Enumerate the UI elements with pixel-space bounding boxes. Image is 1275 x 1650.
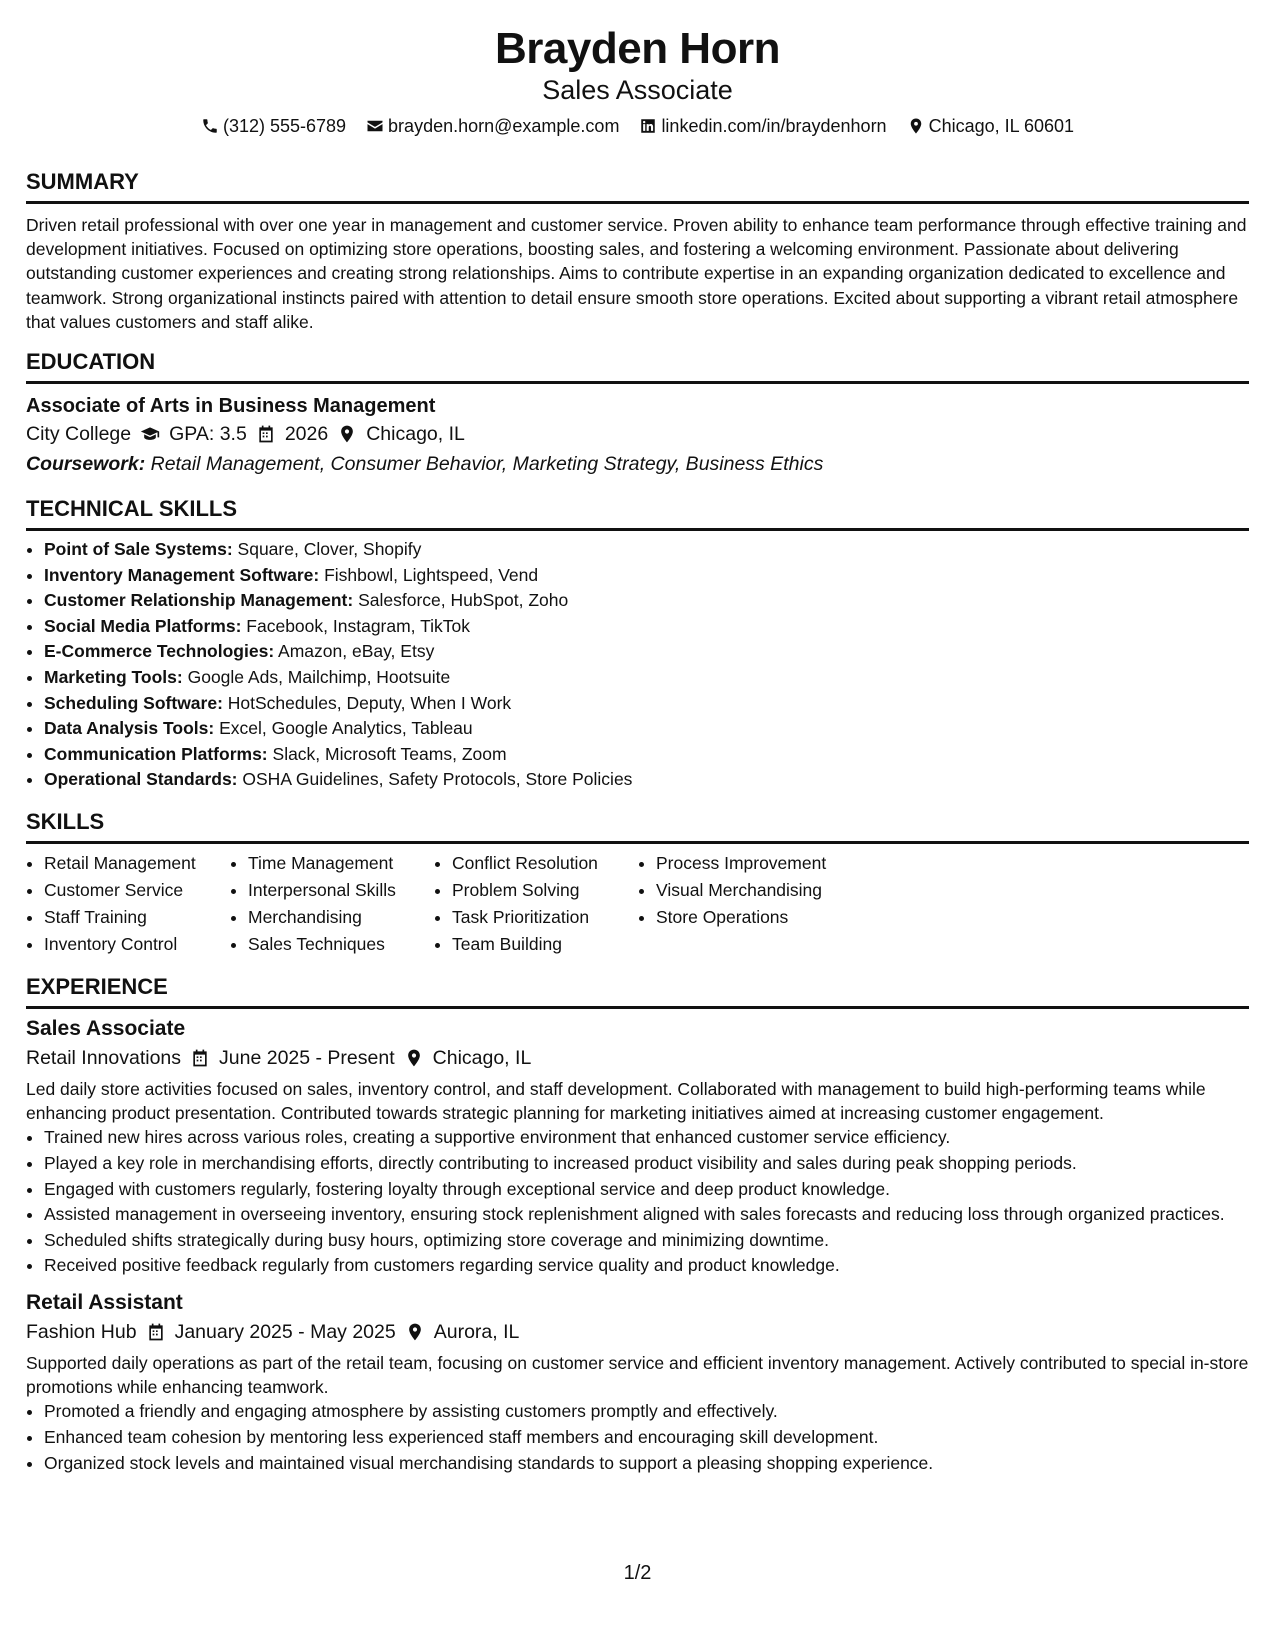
job-summary: Led daily store activities focused on sales, inventory control, and staff development. Collaborated with management to build high-performing teams while enhancing product presentation. Contributed towards strategic planning for marketing initiatives aimed at increasing customer engagement. bbox=[26, 1078, 1206, 1124]
contact-row bbox=[26, 114, 1249, 138]
list-item: • Process Improvement bbox=[656, 850, 876, 877]
skill-label: E-Commerce Technologies: bbox=[44, 641, 275, 662]
list-item: • Inventory Control bbox=[44, 931, 230, 958]
section-divider bbox=[26, 528, 1249, 531]
skill-label: Social Media Platforms: bbox=[44, 615, 242, 636]
school-name: City College bbox=[26, 423, 132, 446]
skill-label: Communication Platforms: bbox=[44, 743, 268, 764]
list-item bbox=[44, 742, 1249, 768]
contact-location-text: Chicago, IL 60601 bbox=[928, 116, 1075, 136]
list-item: • Enhanced team cohesion by mentoring less experienced staff members and encouraging skill development. bbox=[44, 1425, 1249, 1451]
calendar-icon bbox=[189, 1047, 211, 1069]
section-divider bbox=[26, 841, 1249, 844]
skill-value: Amazon, eBay, Etsy bbox=[278, 641, 435, 662]
list-item: • Task Prioritization bbox=[452, 904, 638, 931]
job-location: Aurora, IL bbox=[433, 1320, 520, 1343]
skills-column bbox=[230, 850, 434, 958]
skill-value: Salesforce, HubSpot, Zoho bbox=[358, 590, 569, 611]
list-item: • Visual Merchandising bbox=[656, 877, 876, 904]
list-item bbox=[44, 588, 1249, 614]
skills-section bbox=[26, 809, 1249, 958]
contact-phone-text: (312) 555-6789 bbox=[222, 116, 347, 136]
degree-title: Associate of Arts in Business Management bbox=[26, 395, 436, 418]
skill-value: Excel, Google Analytics, Tableau bbox=[219, 718, 473, 739]
skills-column bbox=[434, 850, 638, 958]
skill-label: Point of Sale Systems: bbox=[44, 539, 233, 560]
list-item bbox=[44, 537, 1249, 563]
map-pin-icon bbox=[907, 117, 925, 135]
calendar-icon bbox=[145, 1321, 167, 1343]
list-item: • Store Operations bbox=[656, 904, 876, 931]
job-entry bbox=[26, 1289, 1249, 1476]
list-item bbox=[44, 639, 1249, 665]
resume-page bbox=[26, 0, 1249, 1476]
skills-column bbox=[26, 850, 230, 958]
envelope-icon bbox=[366, 117, 384, 135]
skill-label: Scheduling Software: bbox=[44, 692, 223, 713]
list-item: • Trained new hires across various roles, creating a supportive environment that enhanced customer service efficiency. bbox=[44, 1125, 1249, 1151]
list-item: • Merchandising bbox=[248, 904, 434, 931]
list-item: • Problem Solving bbox=[452, 877, 638, 904]
job-meta bbox=[26, 1317, 1249, 1347]
job-entry bbox=[26, 1015, 1249, 1279]
job-dates: June 2025 - Present bbox=[219, 1046, 395, 1069]
contact-email[interactable] bbox=[366, 114, 619, 138]
skill-label: Marketing Tools: bbox=[44, 666, 183, 687]
section-heading: SUMMARY bbox=[26, 169, 139, 194]
job-location: Chicago, IL bbox=[432, 1046, 532, 1069]
skill-label: Inventory Management Software: bbox=[44, 564, 320, 585]
education-section bbox=[26, 349, 1249, 479]
contact-linkedin[interactable] bbox=[639, 114, 886, 138]
linkedin-icon bbox=[639, 117, 657, 135]
candidate-title: Sales Associate bbox=[542, 75, 733, 105]
summary-text: Driven retail professional with over one year in management and customer service. Proven ability to enhance team performance through effective training and development initiatives. Focused on optimizing store operations, boosting sales, and fostering a welcoming environment. Passionate about delivering outstanding customer experiences and creating strong relationships. Aims to contribute expertise in an expanding organization dedicated to excellence and teamwork. Strong organizational instincts paired with attention to detail ensure smooth store operations. Excited about supporting a vibrant retail atmosphere that values customers and staff alike. bbox=[26, 215, 1247, 332]
contact-location bbox=[907, 114, 1074, 138]
skill-value: OSHA Guidelines, Safety Protocols, Store Policies bbox=[242, 769, 633, 790]
list-item: • Assisted management in overseeing inventory, ensuring stock replenishment aligned with sales forecasts and reducing loss through organized practices. bbox=[44, 1202, 1249, 1228]
list-item: • Scheduled shifts strategically during busy hours, optimizing store coverage and minimizing downtime. bbox=[44, 1228, 1249, 1254]
list-item: • Interpersonal Skills bbox=[248, 877, 434, 904]
list-item: • Engaged with customers regularly, fostering loyalty through exceptional service and deep product knowledge. bbox=[44, 1177, 1249, 1203]
contact-linkedin-text: linkedin.com/in/braydenhorn bbox=[661, 116, 887, 136]
list-item bbox=[44, 767, 1249, 793]
coursework-list: Retail Management, Consumer Behavior, Marketing Strategy, Business Ethics bbox=[150, 453, 824, 476]
skill-value: Google Ads, Mailchimp, Hootsuite bbox=[187, 666, 451, 687]
map-pin-icon bbox=[403, 1047, 425, 1069]
list-item: • Conflict Resolution bbox=[452, 850, 638, 877]
skill-label: Data Analysis Tools: bbox=[44, 718, 215, 739]
coursework bbox=[26, 449, 1249, 479]
section-divider bbox=[26, 381, 1249, 384]
gpa-text: GPA: 3.5 bbox=[169, 423, 247, 446]
calendar-icon bbox=[255, 423, 277, 445]
list-item: • Received positive feedback regularly from customers regarding service quality and product knowledge. bbox=[44, 1253, 1249, 1279]
resume-header bbox=[26, 0, 1249, 138]
map-pin-icon bbox=[404, 1321, 426, 1343]
skill-value: Facebook, Instagram, TikTok bbox=[246, 615, 471, 636]
skills-column bbox=[638, 850, 876, 958]
list-item bbox=[44, 716, 1249, 742]
skill-value: Slack, Microsoft Teams, Zoom bbox=[272, 743, 507, 764]
technical-skills-list bbox=[26, 537, 1249, 793]
list-item: • Staff Training bbox=[44, 904, 230, 931]
education-meta bbox=[26, 419, 1249, 449]
phone-icon bbox=[201, 117, 219, 135]
section-heading: SKILLS bbox=[26, 808, 105, 834]
summary-section bbox=[26, 169, 1249, 334]
list-item: • Promoted a friendly and engaging atmosphere by assisting customers promptly and effectively. bbox=[44, 1399, 1249, 1425]
list-item bbox=[44, 614, 1249, 640]
list-item bbox=[44, 691, 1249, 717]
graduation-cap-icon bbox=[139, 423, 161, 445]
company-name: Fashion Hub bbox=[26, 1320, 137, 1343]
list-item bbox=[44, 563, 1249, 589]
list-item: • Customer Service bbox=[44, 877, 230, 904]
job-summary: Supported daily operations as part of the retail team, focusing on customer service and efficient inventory management. Actively contributed to special in-store promotions while enhancing teamwork. bbox=[26, 1352, 1249, 1398]
job-meta bbox=[26, 1043, 1249, 1073]
section-heading: EXPERIENCE bbox=[26, 973, 168, 999]
skill-value: Fishbowl, Lightspeed, Vend bbox=[324, 564, 539, 585]
skill-value: HotSchedules, Deputy, When I Work bbox=[227, 692, 512, 713]
job-bullets bbox=[26, 1125, 1249, 1279]
graduation-year: 2026 bbox=[284, 423, 329, 446]
section-divider bbox=[26, 1006, 1249, 1009]
skill-label: Customer Relationship Management: bbox=[44, 590, 354, 611]
job-dates: January 2025 - May 2025 bbox=[174, 1320, 396, 1343]
section-heading: EDUCATION bbox=[26, 349, 156, 375]
contact-phone[interactable] bbox=[201, 114, 346, 138]
list-item bbox=[44, 665, 1249, 691]
coursework-label: Coursework: bbox=[26, 453, 146, 476]
contact-email-text: brayden.horn@example.com bbox=[388, 116, 620, 136]
list-item: • Played a key role in merchandising efforts, directly contributing to increased product visibility and sales during peak shopping periods. bbox=[44, 1151, 1249, 1177]
list-item: • Sales Techniques bbox=[248, 931, 434, 958]
list-item: • Retail Management bbox=[44, 850, 230, 877]
company-name: Retail Innovations bbox=[26, 1046, 182, 1069]
technical-skills-section bbox=[26, 496, 1249, 793]
skill-value: Square, Clover, Shopify bbox=[237, 539, 422, 560]
job-bullets bbox=[26, 1399, 1249, 1476]
list-item: • Time Management bbox=[248, 850, 434, 877]
skill-label: Operational Standards: bbox=[44, 769, 238, 790]
section-divider bbox=[26, 201, 1249, 204]
school-location: Chicago, IL bbox=[366, 423, 465, 446]
map-pin-icon bbox=[336, 423, 358, 445]
job-title: Retail Assistant bbox=[26, 1290, 183, 1314]
list-item: • Team Building bbox=[452, 931, 638, 958]
list-item: • Organized stock levels and maintained visual merchandising standards to support a pleasing shopping experience. bbox=[44, 1451, 1249, 1477]
section-heading: TECHNICAL SKILLS bbox=[26, 496, 238, 522]
job-title: Sales Associate bbox=[26, 1016, 186, 1040]
experience-section bbox=[26, 974, 1249, 1476]
skills-grid bbox=[26, 850, 1249, 958]
candidate-name: Brayden Horn bbox=[495, 24, 780, 73]
page-number: 1/2 bbox=[623, 1562, 652, 1584]
